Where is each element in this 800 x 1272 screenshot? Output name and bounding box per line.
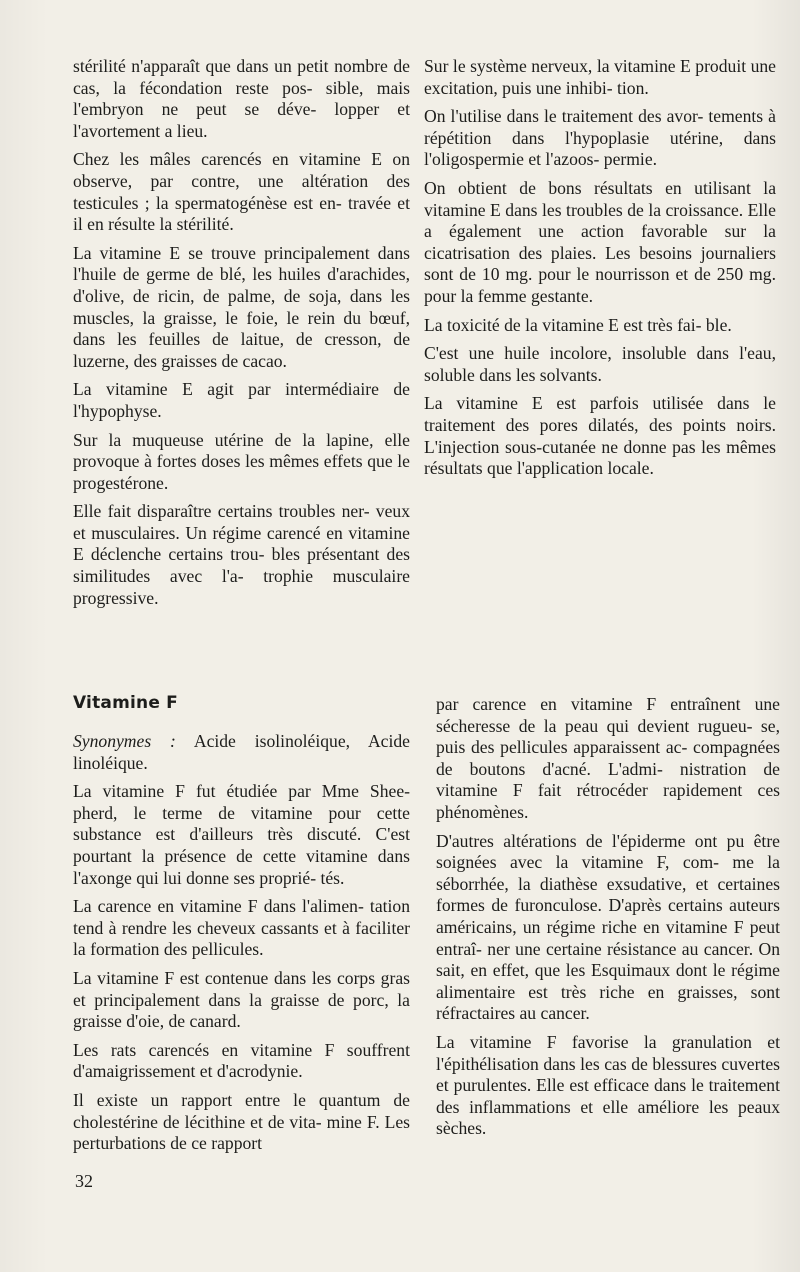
right-column-top bbox=[424, 56, 776, 487]
paragraph: Chez les mâles carencés en vitamine E on observe, par contre, une altération des testicules ; la spermatogénèse est en- travée et il en résulte la stérilité. bbox=[73, 149, 410, 235]
paragraph: La vitamine F favorise la granulation et l'épithélisation dans les cas de blessures cuvertes et purulentes. Elle est efficace dans le traitement des inflammations et elle améliore les peaux sèches. bbox=[436, 1031, 780, 1139]
paragraph: La vitamine E se trouve principalement dans l'huile de germe de blé, les huiles d'arachides, d'olive, de ricin, de palme, de soja, dans les muscles, la graisse, le foie, le rein du bœuf, dans les feuilles de laitue, de cresson, de luzerne, des graisses de cacao. bbox=[73, 242, 410, 371]
left-column-top bbox=[73, 56, 410, 616]
paragraph: D'autres altérations de l'épiderme ont pu être soignées avec la vitamine F, com- me la séborrhée, la diathèse exsudative, et certaines formes de furonculose. D'après certains auteurs américains, un régime riche en vitamine F peut entraî- ner une certaine résistance au cancer. On sait, en effet, que les Esquimaux dont le régime alimentaire est très riche en graisses, sont réfractaires au cancer. bbox=[436, 830, 780, 1024]
paragraph: Sur la muqueuse utérine de la lapine, elle provoque à fortes doses les mêmes effets que le progestérone. bbox=[73, 429, 410, 493]
paragraph: La vitamine F est contenue dans les corps gras et principalement dans la graisse de porc, la graisse d'oie, de canard. bbox=[73, 967, 410, 1032]
paragraph: On l'utilise dans le traitement des avor- tements à répétition dans l'hypoplasie utérine, dans l'oligospermie et l'azoos- permie. bbox=[424, 106, 776, 170]
left-column-bottom bbox=[73, 692, 410, 1162]
paragraph: stérilité n'apparaît que dans un petit nombre de cas, la fécondation reste pos- sible, mais l'embryon ne peut se déve- lopper et l'avortement a lieu. bbox=[73, 56, 410, 141]
synonyms-label: Synonymes : bbox=[73, 731, 176, 751]
paragraph: La vitamine E agit par intermédiaire de l'hypophyse. bbox=[73, 379, 410, 421]
paragraph: Les rats carencés en vitamine F souffrent d'amaigrissement et d'acrodynie. bbox=[73, 1039, 410, 1082]
paragraph: On obtient de bons résultats en utilisant la vitamine E dans les troubles de la croissance. Elle a également une action favorable sur la cicatrisation des plaies. Les besoins journaliers sont de 10 mg. pour le nourrisson et de 250 mg. pour la femme gestante. bbox=[424, 177, 776, 306]
synonyms-text: Acide isolinoléique, Acide linoléique. bbox=[73, 731, 410, 773]
paragraph: La toxicité de la vitamine E est très fai- ble. bbox=[424, 314, 732, 335]
paragraph: par carence en vitamine F entraînent une sécheresse de la peau qui devient rugueu- se, puis des pellicules apparaissent ac- compagnées de boutons d'acné. L'admi- nistration de vitamine F fait rétrocéder rapidement ces phénomènes. bbox=[436, 694, 780, 822]
paragraph: C'est une huile incolore, insoluble dans l'eau, soluble dans les solvants. bbox=[424, 343, 776, 385]
section-title: Vitamine F bbox=[73, 693, 178, 713]
paragraph: Sur le système nerveux, la vitamine E produit une excitation, puis une inhibi- tion. bbox=[424, 56, 776, 98]
paragraph: La vitamine E est parfois utilisée dans le traitement des pores dilatés, des points noirs. L'injection sous-cutanée ne donne pas les mêmes résultats que l'application locale. bbox=[424, 393, 776, 479]
paragraph: La vitamine F fut étudiée par Mme Shee- pherd, le terme de vitamine pour cette substance est d'ailleurs très discuté. C'est pourtant la présence de cette vitamine dans l'axonge qui lui donne ses proprié- tés. bbox=[73, 781, 410, 888]
page-number: 32 bbox=[75, 1171, 93, 1191]
paragraph: Elle fait disparaître certains troubles ner- veux et musculaires. Un régime carencé en vitamine E déclenche certains trou- bles présentant des similitudes avec l'a- trophie musculaire progressive. bbox=[73, 501, 410, 608]
right-column-bottom bbox=[436, 694, 780, 1147]
paragraph: Il existe un rapport entre le quantum de cholestérine de lécithine et de vita- mine F. Les perturbations de ce rapport bbox=[73, 1089, 410, 1154]
paragraph: La carence en vitamine F dans l'alimen- tation tend à rendre les cheveux cassants et à faciliter la formation des pellicules. bbox=[73, 896, 410, 960]
synonyms-line bbox=[73, 731, 410, 774]
